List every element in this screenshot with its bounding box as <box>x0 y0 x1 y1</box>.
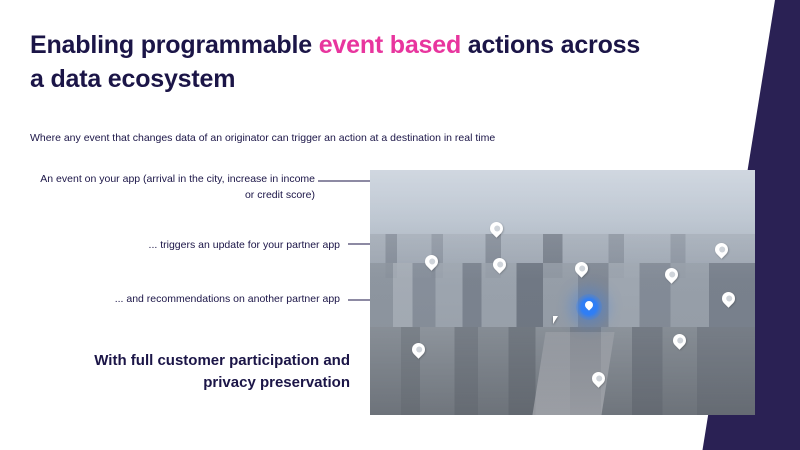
photo-haze-overlay <box>370 170 755 415</box>
page-subtitle: Where any event that changes data of an originator can trigger an action at a destination in real time <box>30 132 496 144</box>
callout-label-1: An event on your app (arrival in the city, increase in income or credit score) <box>40 173 315 201</box>
callout-label-2: ... triggers an update for your partner app <box>148 239 340 251</box>
city-photo <box>370 170 755 415</box>
title-highlight: event based <box>318 31 462 59</box>
closing-statement: With full customer participation and privacy preservation <box>94 352 350 391</box>
title-text-part-2: actions across a data ecosystem <box>30 31 641 93</box>
title-text-part-1: Enabling programmable <box>30 31 319 59</box>
map-pin-active[interactable] <box>576 294 602 320</box>
callout-label-3: ... and recommendations on another partner app <box>114 293 340 305</box>
page-title <box>30 28 650 96</box>
mouse-cursor-icon <box>553 316 562 324</box>
